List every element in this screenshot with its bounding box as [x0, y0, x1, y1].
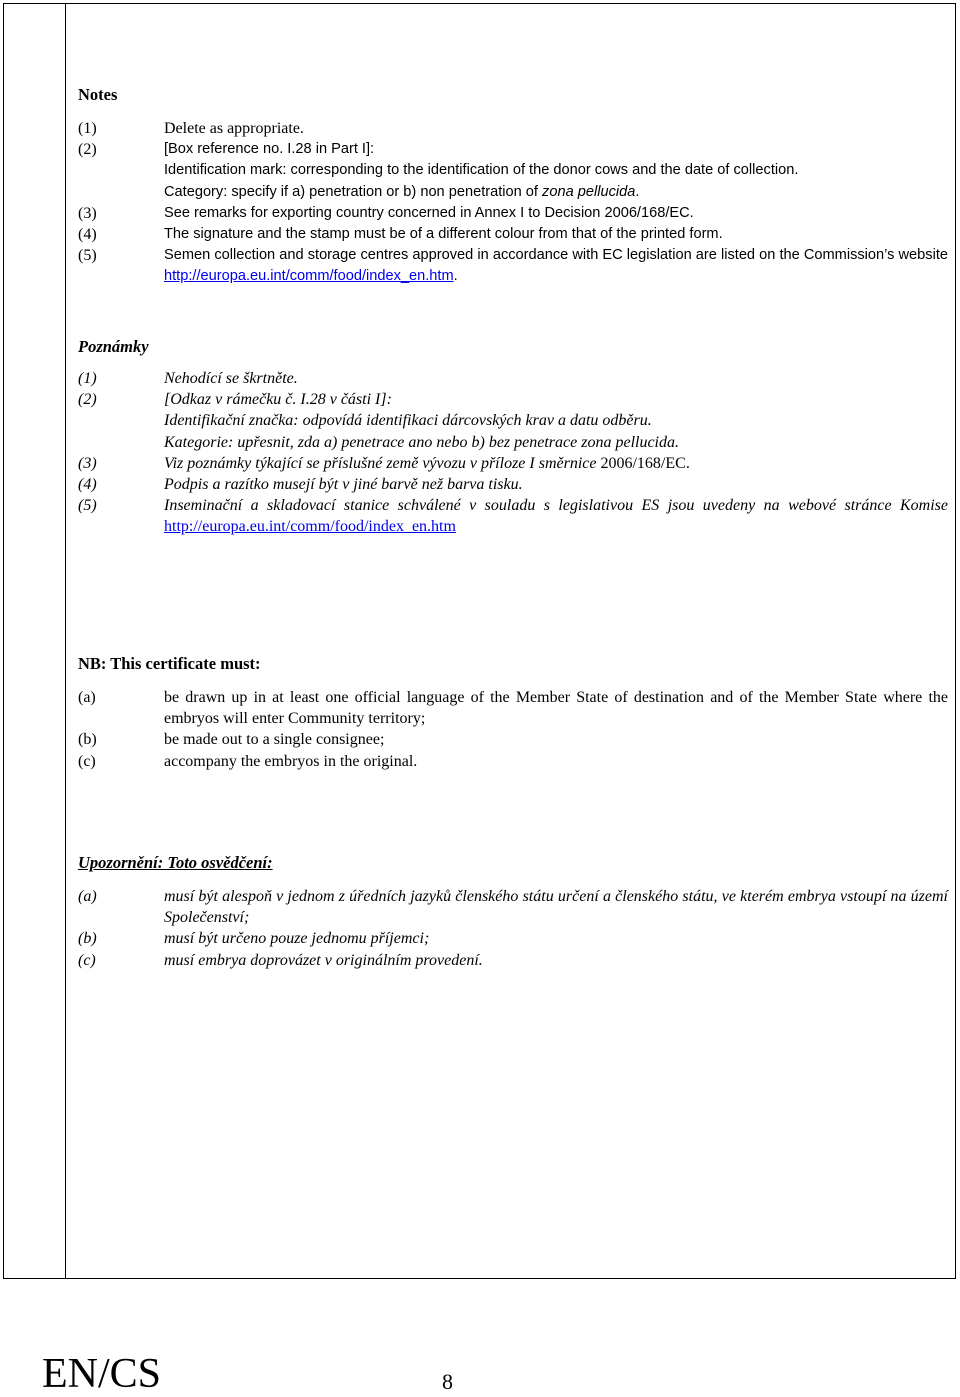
note-number: (3): [78, 204, 97, 222]
notes-cs-section: [78, 336, 948, 357]
note-text: Delete as appropriate.: [164, 120, 304, 137]
notes-en-list: [78, 118, 948, 288]
item-text: musí být určeno pouze jednomu příjemci;: [164, 930, 430, 948]
nb-en-item-c: [78, 751, 948, 772]
note-cs-5: [78, 495, 948, 537]
notes-cs-heading: Poznámky: [78, 337, 149, 356]
nb-cs-item-a: [78, 886, 948, 928]
note-number: (2): [78, 391, 97, 409]
item-text: be made out to a single consignee;: [164, 731, 385, 749]
page-number: 8: [442, 1369, 453, 1394]
item-text: be drawn up in at least one official language of the Member State of destination and of the Member State where the embryos will enter Community territory;: [164, 689, 948, 728]
item-letter: (c): [78, 752, 96, 770]
note-cs-1: [78, 368, 948, 389]
nb-en-section: [78, 653, 948, 674]
note-text: Identification mark: corresponding to the identification of the donor cows and the date of collection.: [164, 162, 799, 179]
note-number: (4): [78, 476, 97, 494]
note-text: Semen collection and storage centres approved in accordance with EC legislation are listed on the Commission’s website: [164, 247, 948, 264]
item-text: accompany the embryos in the original.: [164, 752, 418, 770]
nb-en-item-b: [78, 729, 948, 750]
note-number: (2): [78, 141, 97, 159]
item-letter: (b): [78, 930, 97, 948]
note-number: (4): [78, 226, 97, 244]
note-text: The signature and the stamp must be of a different colour from that of the printed form.: [164, 226, 723, 243]
note-text: Category: specify if a) penetration or b) non penetration of zona pellucida.: [164, 183, 640, 200]
notes-cs-list: [78, 368, 948, 538]
note-number: (1): [78, 370, 97, 387]
note-en-1: [78, 118, 948, 139]
note-text: [Box reference no. I.28 in Part I]:: [164, 141, 375, 158]
commission-website-link[interactable]: http://europa.eu.int/comm/food/index_en.htm: [164, 268, 454, 285]
nb-cs-section: [78, 852, 948, 873]
notes-en-heading: Notes: [78, 85, 118, 104]
note-number: (1): [78, 120, 97, 137]
note-en-5: (5) Semen collection and storage centres approved in accordance with EC legislation are listed on the Commission’s website http://europa.eu.int/comm/food/index_en.htm.: [78, 245, 948, 287]
item-text: musí být alespoň v jednom z úředních jazyků členského státu určení a členského státu, ve kterém embrya vstoupí na území Společenství;: [164, 888, 948, 927]
item-text: musí embrya doprovázet v originálním provedení.: [164, 951, 483, 969]
note-text: [Odkaz v rámečku č. I.28 v části I]:: [164, 391, 392, 409]
item-letter: (b): [78, 731, 97, 749]
note-text: Kategorie: upřesnit, zda a) penetrace ano nebo b) bez penetrace zona pellucida.: [164, 433, 679, 451]
commission-website-link[interactable]: http://europa.eu.int/comm/food/index_en.htm: [164, 518, 456, 536]
item-letter: (a): [78, 888, 97, 905]
language-code: EN/CS: [42, 1351, 162, 1397]
nb-en-item-a: [78, 687, 948, 729]
note-text: Identifikační značka: odpovídá identifikaci dárcovských krav a datu odběru.: [164, 412, 652, 430]
nb-cs-item-b: [78, 928, 948, 949]
note-en-4: [78, 224, 948, 245]
decision-ref: 2006/168/EC.: [600, 454, 690, 472]
note-text: See remarks for exporting country concerned in Annex I to Decision 2006/168/EC.: [164, 204, 694, 221]
note-text: Inseminační a skladovací stanice schválené v souladu s legislativou ES jsou uvedeny na webové stránce Komise: [164, 497, 948, 515]
note-number: (5): [78, 497, 97, 515]
nb-en-heading: NB: This certificate must:: [78, 654, 261, 673]
note-number: (5): [78, 247, 97, 265]
item-letter: (a): [78, 689, 96, 706]
margin-rule: [65, 3, 66, 1279]
nb-en-list: [78, 687, 948, 772]
nb-cs-list: [78, 886, 948, 971]
nb-cs-heading: Upozornění: Toto osvědčení:: [78, 853, 273, 872]
note-text: Viz poznámky týkající se příslušné země vývozu v příloze I směrnice: [164, 454, 601, 472]
note-cs-4: [78, 474, 948, 495]
note-text: Podpis a razítko musejí být v jiné barvě než barva tisku.: [164, 476, 523, 494]
note-text: Nehodící se škrtněte.: [164, 370, 298, 387]
note-cs-2: [78, 389, 948, 453]
nb-cs-item-c: [78, 950, 948, 971]
item-letter: (c): [78, 951, 96, 969]
note-cs-3: [78, 453, 948, 474]
notes-en-section: [78, 84, 948, 105]
note-en-3: [78, 203, 948, 224]
note-number: (3): [78, 454, 97, 472]
note-en-2: [78, 139, 948, 203]
